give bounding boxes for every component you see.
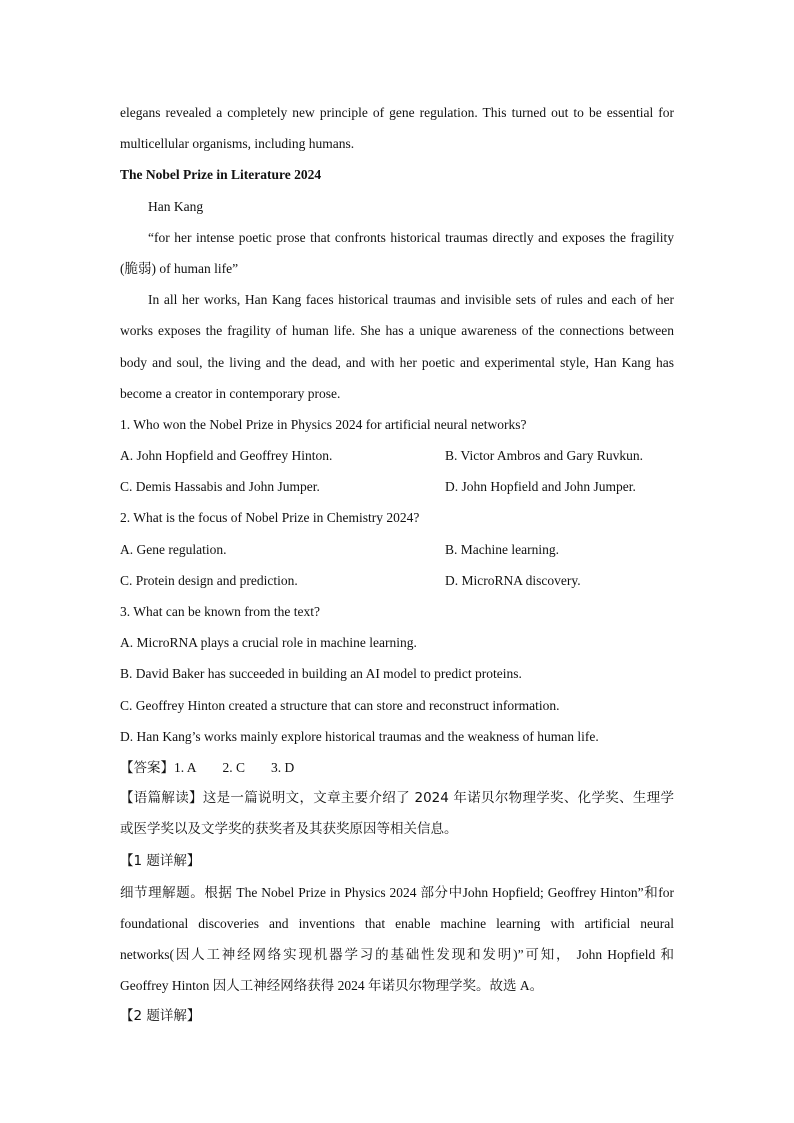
option-c: C. Geoffrey Hinton created a structure that can store and reconstruct information. <box>120 697 560 713</box>
answer-key <box>120 752 674 783</box>
question-stem: 1. Who won the Nobel Prize in Physics 2024 for artificial neural networks? <box>120 416 527 432</box>
option-row <box>120 471 674 502</box>
detail-heading: 【2 题详解】 <box>120 1008 201 1025</box>
body-text-line: works exposes the fragility of human life. She has a unique awareness of the connections between <box>120 323 674 339</box>
option-row <box>120 534 674 565</box>
option-row <box>120 565 674 596</box>
answer-2: 2. C <box>222 759 246 775</box>
option-row <box>120 440 674 471</box>
detail-text-line: foundational discoveries and inventions that enable machine learning with artificial neural <box>120 915 674 931</box>
analysis-line: 或医学奖以及文学奖的获奖者及其获奖原因等相关信息。 <box>120 821 458 838</box>
document-content <box>120 97 674 1033</box>
option-d: D. Han Kang’s works mainly explore historical traumas and the weakness of human life. <box>120 728 599 744</box>
literature-heading: The Nobel Prize in Literature 2024 <box>120 167 322 183</box>
body-text-line: become a creator in contemporary prose. <box>120 385 341 401</box>
analysis-label: 【语篇解读】 <box>120 790 203 807</box>
question-stem: 3. What can be known from the text? <box>120 604 320 619</box>
detail-heading: 【1 题详解】 <box>120 852 201 869</box>
intro-text-line: elegans revealed a completely new principle of gene regulation. This turned out to be essential for <box>120 105 674 120</box>
option-c: C. Protein design and prediction. <box>120 572 298 588</box>
analysis-text: 这是一篇说明文，文章主要介绍了 2024 年诺贝尔物理学奖、化学奖、生理学 <box>202 790 674 807</box>
body-text-line: In all her works, Han Kang faces historical traumas and invisible sets of rules and each of her <box>148 292 674 308</box>
citation-line: (脆弱) of human life” <box>120 260 239 276</box>
intro-text-line: multicellular organisms, including humans. <box>120 136 355 152</box>
analysis-line <box>120 783 674 814</box>
option-a: A. John Hopfield and Geoffrey Hinton. <box>120 448 333 464</box>
option-c: C. Demis Hassabis and John Jumper. <box>120 479 320 495</box>
citation-line: “for her intense poetic prose that confronts historical traumas directly and exposes the fragility <box>148 229 674 245</box>
answer-label: 【答案】 <box>120 759 174 776</box>
detail-text-line: networks(因人工神经网络实现机器学习的基础性发现和发明)”可知， John Hopfield 和 <box>120 947 674 963</box>
option-d: D. MicroRNA discovery. <box>445 572 581 588</box>
detail-text-line: 细节理解题。根据 The Nobel Prize in Physics 2024 部分中John Hopfield; Geoffrey Hinton”和for <box>120 884 674 900</box>
option-b: B. David Baker has succeeded in building an AI model to predict proteins. <box>120 666 522 682</box>
option-a: A. Gene regulation. <box>120 541 227 557</box>
option-b: B. Victor Ambros and Gary Ruvkun. <box>445 448 644 464</box>
option-b: B. Machine learning. <box>445 541 559 557</box>
answer-1: 1. A <box>174 759 197 775</box>
question-stem: 2. What is the focus of Nobel Prize in Chemistry 2024? <box>120 510 420 526</box>
answer-3: 3. D <box>271 759 295 775</box>
option-a: A. MicroRNA plays a crucial role in machine learning. <box>120 635 417 651</box>
option-d: D. John Hopfield and John Jumper. <box>445 479 636 495</box>
laureate-name: Han Kang <box>148 198 204 214</box>
detail-text-line: Geoffrey Hinton 因人工神经网络获得 2024 年诺贝尔物理学奖。故选 A。 <box>120 978 544 994</box>
body-text-line: body and soul, the living and the dead, and with her poetic and experimental style, Han Kang has <box>120 354 674 370</box>
